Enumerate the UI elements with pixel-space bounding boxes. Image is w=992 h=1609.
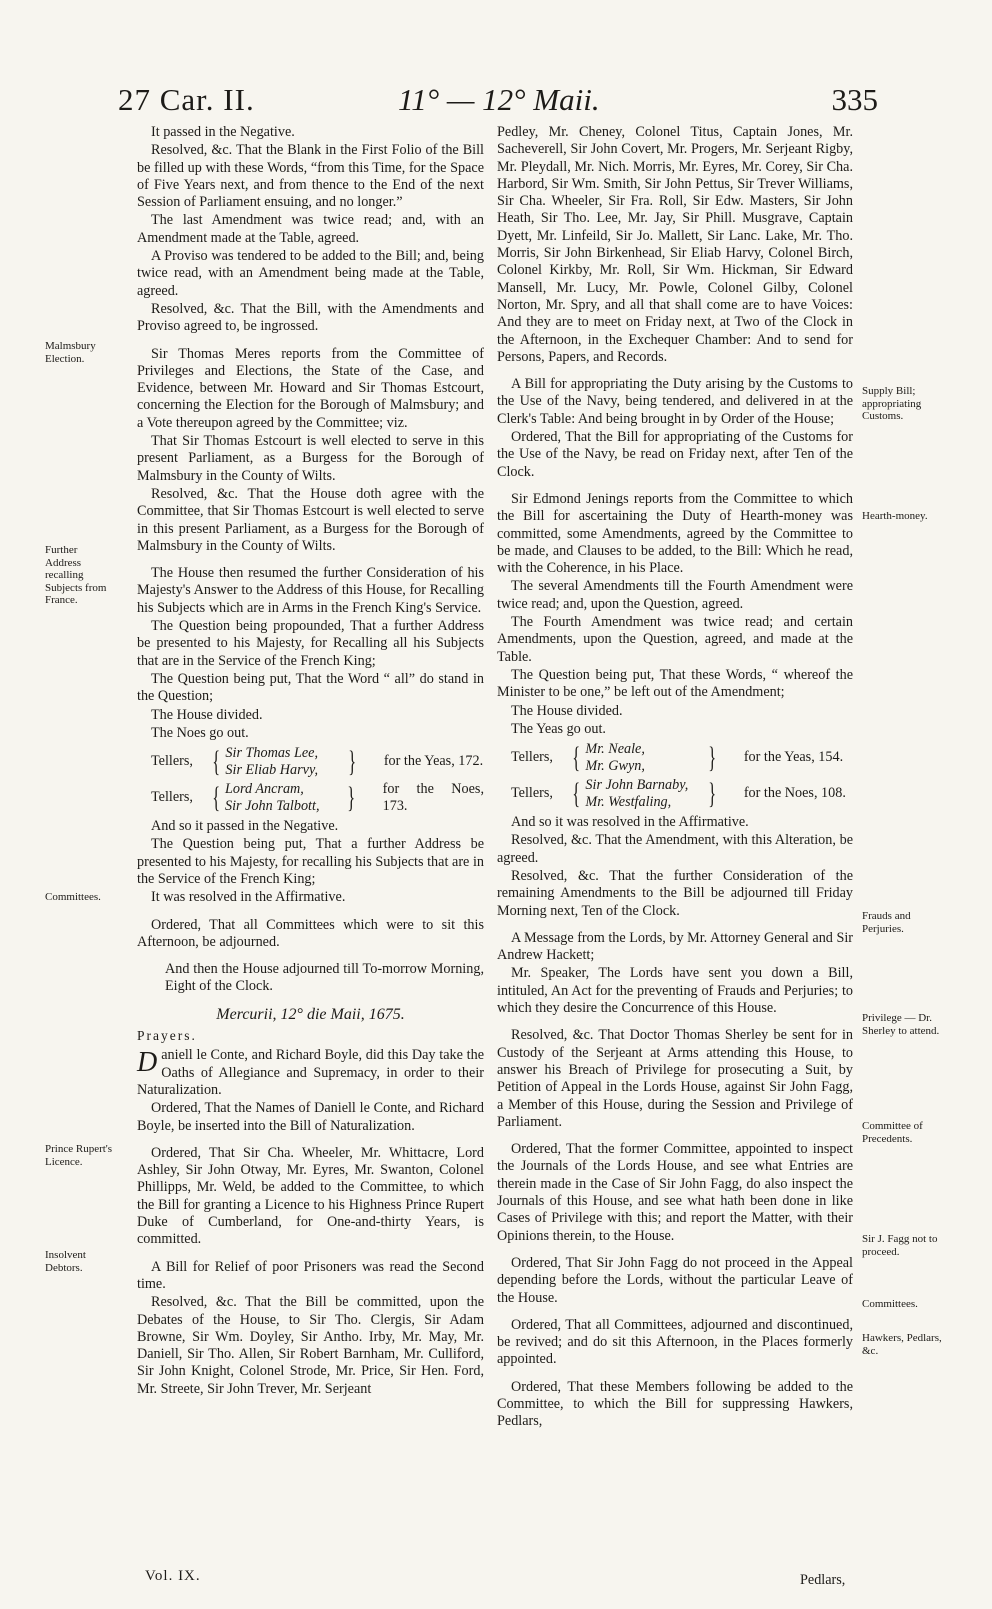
page-number: 335 (831, 82, 878, 117)
tellers-names (585, 741, 705, 775)
tellers-result: for the Noes, 173. (382, 780, 484, 815)
paragraph: Resolved, &c. That Doctor Thomas Sherley be sent for in Custody of the Serjeant at Arms attending this House, to answer his Breach of Privilege for prosecuting a Suit, by Petition of Appeal in the Lords House, against Sir John Fagg, a Member of this House, during the Session and Privilege of Parliament. (497, 1027, 853, 1130)
paragraph: Resolved, &c. That the Blank in the First Folio of the Bill be filled up with these Words, “from this Time, for the Space of Five Years next, and from thence to the End of the next Session of Parliament ensuing, and no longer.” (137, 142, 484, 211)
brace-icon: { (572, 741, 581, 775)
paragraph: Ordered, That all Committees which were to sit this Afternoon, be adjourned. (137, 916, 484, 950)
left-column (137, 124, 484, 1399)
paragraph: The House then resumed the further Consideration of his Majesty's Answer to the Address of this House, for Recalling his Subjects which are in Arms in the French King's Service. (137, 565, 484, 616)
brace-icon: { (211, 781, 220, 815)
running-head (118, 78, 878, 128)
teller-name: Sir Eliab Harvy, (225, 762, 319, 779)
paragraph: It was resolved in the Affirmative. (151, 889, 346, 906)
date-heading: 11° — 12° Maii. (398, 82, 600, 117)
margin-note-further-address: Further Address recalling Subjects from France. (45, 544, 107, 606)
margin-note-precedents: Committee of Precedents. (862, 1120, 923, 1145)
paragraph: The Question being propounded, That a further Address be presented to his Majesty, for Recalling all his Subjects that are in the Service of the French King; (137, 618, 484, 669)
tellers-result: for the Yeas, 154. (743, 749, 844, 766)
paragraph: The House divided. (151, 706, 263, 723)
teller-name: Sir Thomas Lee, (225, 745, 319, 762)
paragraph: Ordered, That these Members following be added to the Committee, to which the Bill for suppressing Hawkers, Pedlars, (497, 1378, 853, 1430)
tellers-names (225, 781, 344, 815)
paragraph: Ordered, That Sir Cha. Wheeler, Mr. Whittacre, Lord Ashley, Sir John Otway, Mr. Eyres, Mr. Swanton, Colonel Phillipps, Mr. Weld, be added to the Committee, to which the Bill for granting a Licence to his Highness Prince Rupert Duke of Cumberland, for One-and-thirty Years, is committed. (137, 1144, 484, 1248)
paragraph (137, 1047, 484, 1099)
margin-note-committees: Committees. (45, 891, 101, 903)
margin-note-committees-right: Committees. (862, 1298, 918, 1310)
margin-note-fagg: Sir J. Fagg not to proceed. (862, 1233, 938, 1258)
paragraph: The House divided. (511, 702, 623, 719)
tellers-row (151, 780, 484, 816)
margin-note-malmsbury: Malmsbury Election. (45, 340, 96, 365)
paragraph: Ordered, That all Committees, adjourned and discontinued, be revived; and do sit this Afternoon, in the Places formerly appointed. (497, 1316, 853, 1368)
paragraph: It passed in the Negative. (151, 124, 295, 140)
teller-name: Sir John Talbott, (225, 798, 320, 815)
paragraph: Resolved, &c. That the Bill, with the Amendments and Proviso agreed to, be ingrossed. (137, 300, 484, 335)
tellers-block (151, 744, 484, 816)
drop-cap: D (137, 1047, 158, 1079)
tellers-row (511, 776, 853, 812)
right-column (497, 124, 853, 1432)
paragraph: The Question being put, That these Words, “ whereof the Minister to be one,” be left out of the Amendment; (497, 666, 853, 701)
teller-name: Mr. Gwyn, (585, 758, 645, 775)
paragraph: That Sir Thomas Estcourt is well elected to serve in this present Parliament, as a Burgess for the Borough of Malmsbury in the County of Wilts. (137, 433, 484, 484)
paragraph: A Message from the Lords, by Mr. Attorney General and Sir Andrew Hackett; (497, 929, 854, 964)
catchword: Pedlars, (800, 1572, 846, 1588)
margin-note-frauds: Frauds and Perjuries. (862, 910, 911, 935)
paragraph: And so it passed in the Negative. (151, 818, 339, 835)
regnal-year: 27 Car. II. (118, 82, 255, 117)
paragraph: Mr. Speaker, The Lords have sent you down a Bill, intituled, An Act for the preventing of Frauds and Perjuries; to which they desire the Concurrence of this House. (497, 965, 853, 1017)
margin-note-hearth-money: Hearth-money. (862, 510, 928, 522)
paragraph: Ordered, That the Names of Daniell le Conte, and Richard Boyle, be inserted into the Bill of Naturalization. (137, 1100, 484, 1134)
margin-note-prince-rupert: Prince Rupert's Licence. (45, 1143, 113, 1168)
paragraph: Sir Thomas Meres reports from the Committee of Privileges and Elections, the State of the Case, and Evidence, between Mr. Howard and Sir Thomas Estcourt, concerning the Election for the Borough of Malmsbury; and a Vote thereupon agreed by the Committee; viz. (137, 345, 484, 431)
volume-signature: Vol. IX. (145, 1568, 201, 1584)
paragraph: Ordered, That the Bill for appropriating of the Customs for the Use of the Navy, be read on Friday next, after Ten of the Clock. (497, 429, 853, 480)
paragraph: Resolved, &c. That the Bill be committed, upon the Debates of the House, to Sir Tho. Clergis, Sir Adam Browne, Sir Wm. Doyley, Sir Antho. Irby, Mr. May, Mr. Daniell, Sir Tho. Allen, Sir Robert Barnham, Mr. Culliford, Sir John Knight, Colonel Strode, Mr. Price, Sir Hen. Ford, Mr. Streete, Sir John Trever, Mr. Serjeant (137, 1294, 484, 1397)
paragraph: Ordered, That the former Committee, appointed to inspect the Journals of the Lords House, and see what Entries are therein made in the Case of Sir John Fagg, do also inspect the Journals of this House, and see what hath been done in like Cases of Privilege with this; and report the Matter, with their Opinions therein, to the House. (497, 1141, 853, 1244)
prayers-heading: Prayers. (137, 1028, 197, 1044)
teller-name: Sir John Barnaby, (585, 777, 689, 794)
margin-note-privilege: Privilege — Dr. Sherley to attend. (862, 1012, 940, 1037)
paragraph: The Noes go out. (151, 724, 249, 741)
tellers-label: Tellers, (151, 789, 193, 806)
tellers-result: for the Noes, 108. (743, 785, 846, 802)
paragraph: The Question being put, That the Word “ all” do stand in the Question; (137, 670, 484, 705)
brace-icon: { (212, 745, 221, 779)
teller-name: Mr. Westfaling, (585, 794, 672, 811)
teller-name: Lord Ancram, (225, 781, 304, 798)
paragraph: The Fourth Amendment was twice read; and certain Amendments, upon the Question, agreed, and made at the Table. (497, 614, 853, 665)
paragraph: Sir Edmond Jenings reports from the Committee to which the Bill for ascertaining the Duty of Hearth-money was committed, some Amendments, agreed by the Committee to be made, and Clauses to be added, to the Bill: Which he read, with the Coherence, in his Place. (497, 490, 853, 577)
paragraph-text: aniell le Conte, and Richard Boyle, did this Day take the Oaths of Allegiance and Supremacy, in order to their Naturalization. (137, 1047, 484, 1098)
teller-name: Mr. Neale, (585, 741, 645, 758)
tellers-block (511, 740, 853, 812)
paragraph: The Yeas go out. (511, 720, 606, 737)
paragraph: Ordered, That Sir John Fagg do not proceed in the Appeal depending before the Lords, without the particular Leave of the House. (497, 1254, 853, 1306)
brace-icon: } (348, 745, 357, 779)
tellers-result: for the Yeas, 172. (383, 753, 484, 770)
margin-note-insolvent-debtors: Insolvent Debtors. (45, 1249, 86, 1274)
adjournment: And then the House adjourned till To-morrow Morning, Eight of the Clock. (165, 961, 484, 995)
tellers-names (225, 745, 345, 779)
brace-icon: { (572, 777, 581, 811)
paragraph: And so it was resolved in the Affirmative. (511, 814, 749, 831)
brace-icon: } (708, 741, 717, 775)
paragraph: The Question being put, That a further Address be presented to his Majesty, for recalling his Subjects that are in the Service of the French King; (137, 836, 484, 887)
paragraph: Resolved, &c. That the Amendment, with this Alteration, be agreed. (497, 832, 853, 866)
paragraph: Pedley, Mr. Cheney, Colonel Titus, Captain Jones, Mr. Sacheverell, Sir John Covert, Mr. Progers, Mr. Serjeant Rigby, Mr. Pleydall, Mr. Nich. Morris, Mr. Eyres, Mr. Corey, Sir Cha. Harbord, Sir Wm. Smith, Sir John Pettus, Sir Trever Williams, Sir Cha. Wheeler, Sir Fra. Roll, Sir Edw. Masters, Sir John Heath, Sir Tho. Lee, Mr. Jay, Sir Phill. Musgrave, Captain Dyett, Mr. Linfeild, Sir Jo. Mallett, Sir Lanc. Lake, Mr. Tho. Morris, Sir John Birkenhead, Sir Eliab Harvy, Colonel Birch, Colonel Kirkby, Mr. Roll, Sir Wm. Hickman, Sir Edward Mansell, Mr. Lucy, Mr. Powle, Colonel Gilby, Colonel Norton, Mr. Spry, and all that shall come are to have Voices: And they are to meet on Friday next, at Two of the Clock in the Afternoon, in the Exchequer Chamber: And to send for Persons, Papers, and Records. (497, 124, 853, 365)
paragraph: Resolved, &c. That the House doth agree with the Committee, that Sir Thomas Estcourt is well elected to serve in this present Parliament, as a Burgess for the Borough of Malmsbury in the County of Wilts. (137, 485, 484, 554)
paragraph: Resolved, &c. That the further Consideration of the remaining Amendments to the Bill be adjourned till Friday Morning next, Ten of the Clock. (497, 867, 853, 919)
tellers-row (511, 740, 853, 776)
paragraph: The last Amendment was twice read; and, with an Amendment made at the Table, agreed. (137, 212, 484, 246)
tellers-row (151, 744, 484, 780)
paragraph: A Bill for Relief of poor Prisoners was read the Second time. (137, 1258, 484, 1292)
tellers-label: Tellers, (511, 785, 553, 802)
tellers-label: Tellers, (151, 753, 193, 770)
tellers-label: Tellers, (511, 749, 553, 766)
brace-icon: } (347, 781, 356, 815)
margin-note-supply-bill: Supply Bill; appropriating Customs. (862, 385, 922, 422)
brace-icon: } (708, 777, 717, 811)
margin-note-hawkers: Hawkers, Pedlars, &c. (862, 1332, 942, 1357)
paragraph: A Proviso was tendered to be added to the Bill; and, being twice read, with an Amendment being made at the Table, agreed. (137, 248, 484, 299)
paragraph: A Bill for appropriating the Duty arising by the Customs to the Use of the Navy, being tendered, and delivered in at the Clerk's Table: And being brought in by Order of the House; (497, 376, 853, 427)
tellers-names (585, 777, 705, 811)
session-date: Mercurii, 12° die Maii, 1675. (216, 1005, 405, 1023)
paragraph: The several Amendments till the Fourth Amendment were twice read; and, upon the Question, agreed. (497, 578, 853, 612)
